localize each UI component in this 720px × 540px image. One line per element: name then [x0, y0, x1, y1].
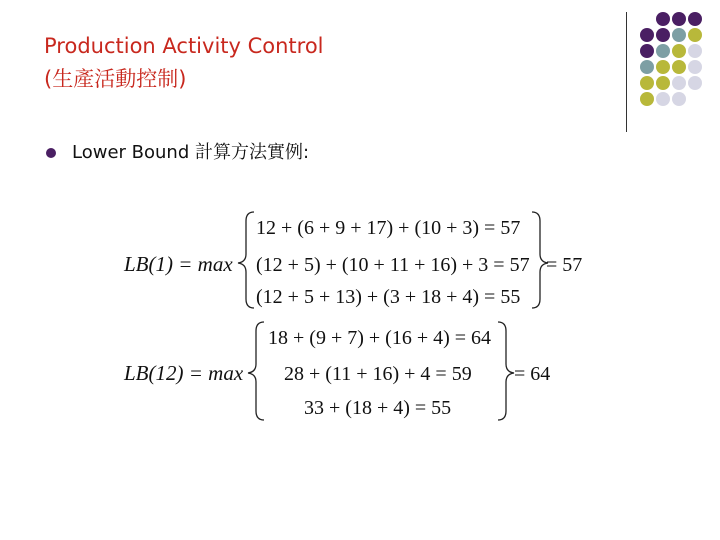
equation-lb12	[123, 322, 550, 420]
equation-result: = 57	[546, 254, 583, 276]
equation-row: 18 + (9 + 7) + (16 + 4) = 64	[268, 327, 492, 349]
equation-lb1	[123, 212, 582, 308]
equation-row: 28 + (11 + 16) + 4 = 59	[284, 363, 472, 385]
equation-row: 33 + (18 + 4) = 55	[304, 397, 452, 419]
equation-lhs: LB(12) = max	[124, 361, 244, 385]
equation-row: (12 + 5) + (10 + 11 + 16) + 3 = 57	[256, 254, 530, 276]
equation-lhs: LB(1) = max	[124, 252, 233, 276]
left-brace	[238, 212, 254, 308]
right-brace	[498, 322, 514, 420]
slide-title: Production Activity Control	[44, 34, 324, 58]
equation-row: 12 + (6 + 9 + 17) + (10 + 3) = 57	[256, 217, 521, 239]
bullet-text: Lower Bound 計算方法實例:	[72, 142, 310, 163]
slide-subtitle: (生產活動控制)	[44, 67, 187, 91]
equation-result: = 64	[514, 363, 551, 385]
equation-row: (12 + 5 + 13) + (3 + 18 + 4) = 55	[256, 286, 521, 308]
left-brace	[248, 322, 264, 420]
